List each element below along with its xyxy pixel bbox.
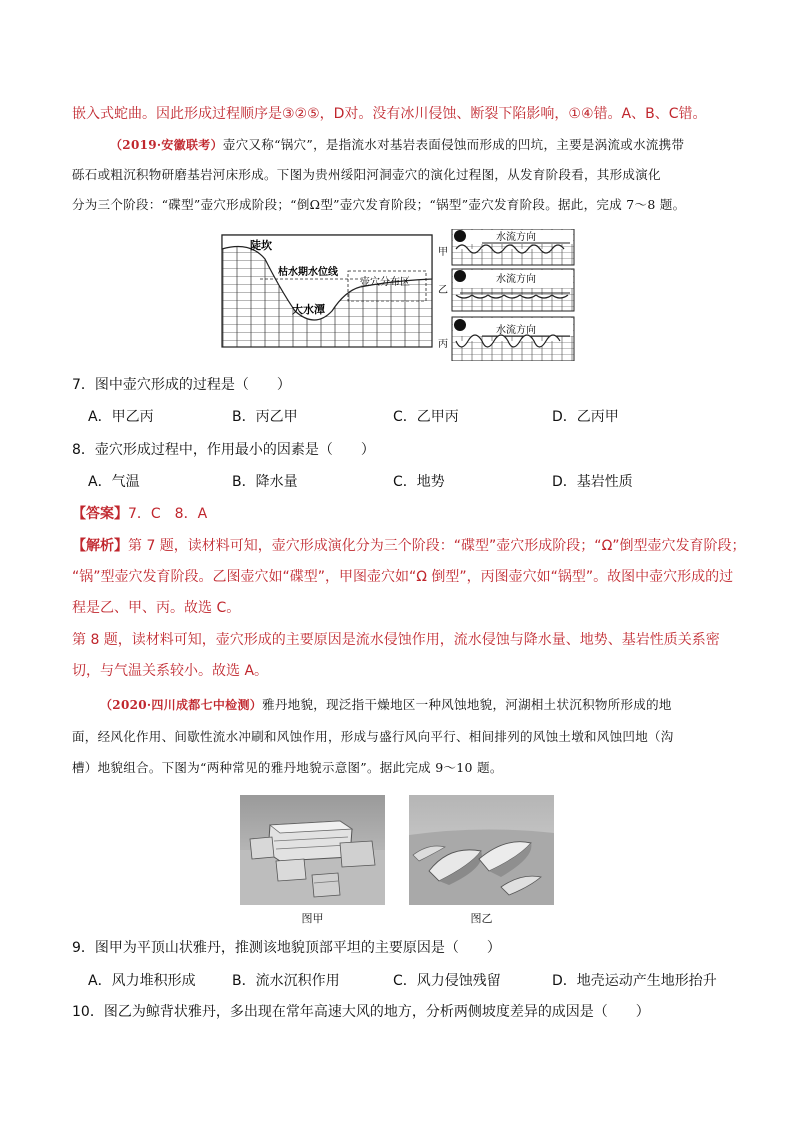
- passage2-text1: 雅丹地貌，现泛指干燥地区一种风蚀地貌，河湖相土状沉积物所形成的地: [262, 697, 672, 712]
- passage2-source: （2020·四川成都七中检测）: [100, 698, 263, 712]
- yardang-yi-image: [409, 795, 554, 905]
- q9-stem: 9．图甲为平顶山状雅丹，推测该地貌顶部平坦的主要原因是（ ）: [72, 940, 501, 956]
- flow-label-yi: 水流方向: [496, 274, 536, 285]
- answer-row: [72, 504, 207, 524]
- analysis-line1: [72, 536, 746, 556]
- passage2-line2: 面，经风化作用、间歇性流水冲刷和风蚀作用，形成与盛行风向平行、相间排列的风蚀土墩和风蚀凹地（沟: [72, 729, 674, 744]
- passage1-text1: 壶穴又称“锅穴”，是指流水对基岩表面侵蚀而形成的凹坑，主要是涡流或水流携带: [222, 137, 685, 152]
- label-pit-zone: 壶穴分布区: [360, 277, 410, 288]
- passage1-line3: 分为三个阶段：“碟型”壶穴形成阶段；“倒Ω型”壶穴发育阶段；“锅型”壶穴发育阶段。据此，完成 7～8 题。: [72, 197, 686, 212]
- figure-pothole-svg: [220, 229, 580, 361]
- panel-tag-bing: 丙: [438, 339, 448, 350]
- figure-yardang-yi: [409, 795, 554, 905]
- q9-option-a[interactable]: A．风力堆积形成: [88, 973, 196, 989]
- flow-label-jia: 水流方向: [496, 232, 536, 243]
- q8-option-c[interactable]: C．地势: [393, 474, 445, 490]
- q7-option-a[interactable]: A．甲乙丙: [88, 409, 154, 425]
- answer-label: 【答案】: [72, 506, 128, 522]
- passage2-line3: 槽）地貌组合。下图为“两种常见的雅丹地貌示意图”。据此完成 9～10 题。: [72, 760, 503, 775]
- analysis-line5: 切，与气温关系较小。故选 A。: [72, 663, 269, 679]
- panel-yi: [438, 269, 574, 311]
- panel-bing: [438, 317, 574, 361]
- q9-option-d[interactable]: D．地壳运动产生地形抬升: [552, 973, 717, 989]
- panel-tag-yi: 乙: [438, 285, 448, 296]
- caption-jia: 图甲: [301, 912, 324, 925]
- panel-jia: [438, 229, 574, 265]
- analysis-line2: “锅”型壶穴发育阶段。乙图壶穴如“碟型”，甲图壶穴如“Ω 倒型”，丙图壶穴如“锅型”。故图中壶穴形成的过: [72, 569, 734, 585]
- q7-stem: 7．图中壶穴形成的过程是（ ）: [72, 377, 291, 393]
- q8-option-b[interactable]: B．降水量: [232, 474, 298, 490]
- intro-answer-text: 嵌入式蛇曲。因此形成过程顺序是③②⑤，D对。没有冰川侵蚀、断裂下陷影响，①④错。A、B、C错。: [72, 106, 707, 122]
- passage1-line1: [110, 135, 684, 155]
- analysis-label: 【解析】: [72, 538, 128, 554]
- q9-option-c[interactable]: C．风力侵蚀残留: [393, 973, 501, 989]
- panel-tag-jia: 甲: [438, 247, 448, 258]
- analysis-text1: 第 7 题，读材料可知，壶穴形成演化分为三个阶段：“碟型”壶穴形成阶段；“Ω”倒型壶穴发育阶段；: [128, 538, 746, 554]
- passage1-line2: 砾石或粗沉积物研磨基岩河床形成。下图为贵州绥阳河洞壶穴的演化过程图，从发育阶段看，其形成演化: [72, 167, 661, 182]
- figure-yardang-jia: [240, 795, 385, 905]
- yardang-jia-image: [240, 795, 385, 905]
- analysis-line4: 第 8 题，读材料可知，壶穴形成的主要原因是流水侵蚀作用，流水侵蚀与降水量、地势、基岩性质关系密: [72, 632, 720, 648]
- q7-option-d[interactable]: D．乙丙甲: [552, 409, 619, 425]
- q7-option-b[interactable]: B．丙乙甲: [232, 409, 298, 425]
- q7-option-c[interactable]: C．乙甲丙: [393, 409, 459, 425]
- flow-label-bing: 水流方向: [496, 325, 536, 336]
- figure-pothole-evolution: [220, 229, 580, 361]
- label-pool: 大水潭: [292, 303, 325, 316]
- caption-yi: 图乙: [470, 912, 493, 925]
- label-low-water: 枯水期水位线: [278, 267, 338, 278]
- analysis-line3: 程是乙、甲、丙。故选 C。: [72, 600, 241, 616]
- passage2-line1: [100, 695, 672, 715]
- cross-section-diagram: [222, 235, 432, 347]
- q10-stem: 10．图乙为鲸背状雅丹，多出现在常年高速大风的地方，分析两侧坡度差异的成因是（ ）: [72, 1004, 650, 1020]
- q9-option-b[interactable]: B．流水沉积作用: [232, 973, 340, 989]
- passage1-source: （2019·安徽联考）: [110, 138, 223, 152]
- answer-text: 7．C 8．A: [128, 506, 208, 522]
- label-steep: 陡坎: [250, 239, 272, 252]
- q8-option-a[interactable]: A．气温: [88, 474, 140, 490]
- q8-option-d[interactable]: D．基岩性质: [552, 474, 633, 490]
- q8-stem: 8．壶穴形成过程中，作用最小的因素是（ ）: [72, 442, 375, 458]
